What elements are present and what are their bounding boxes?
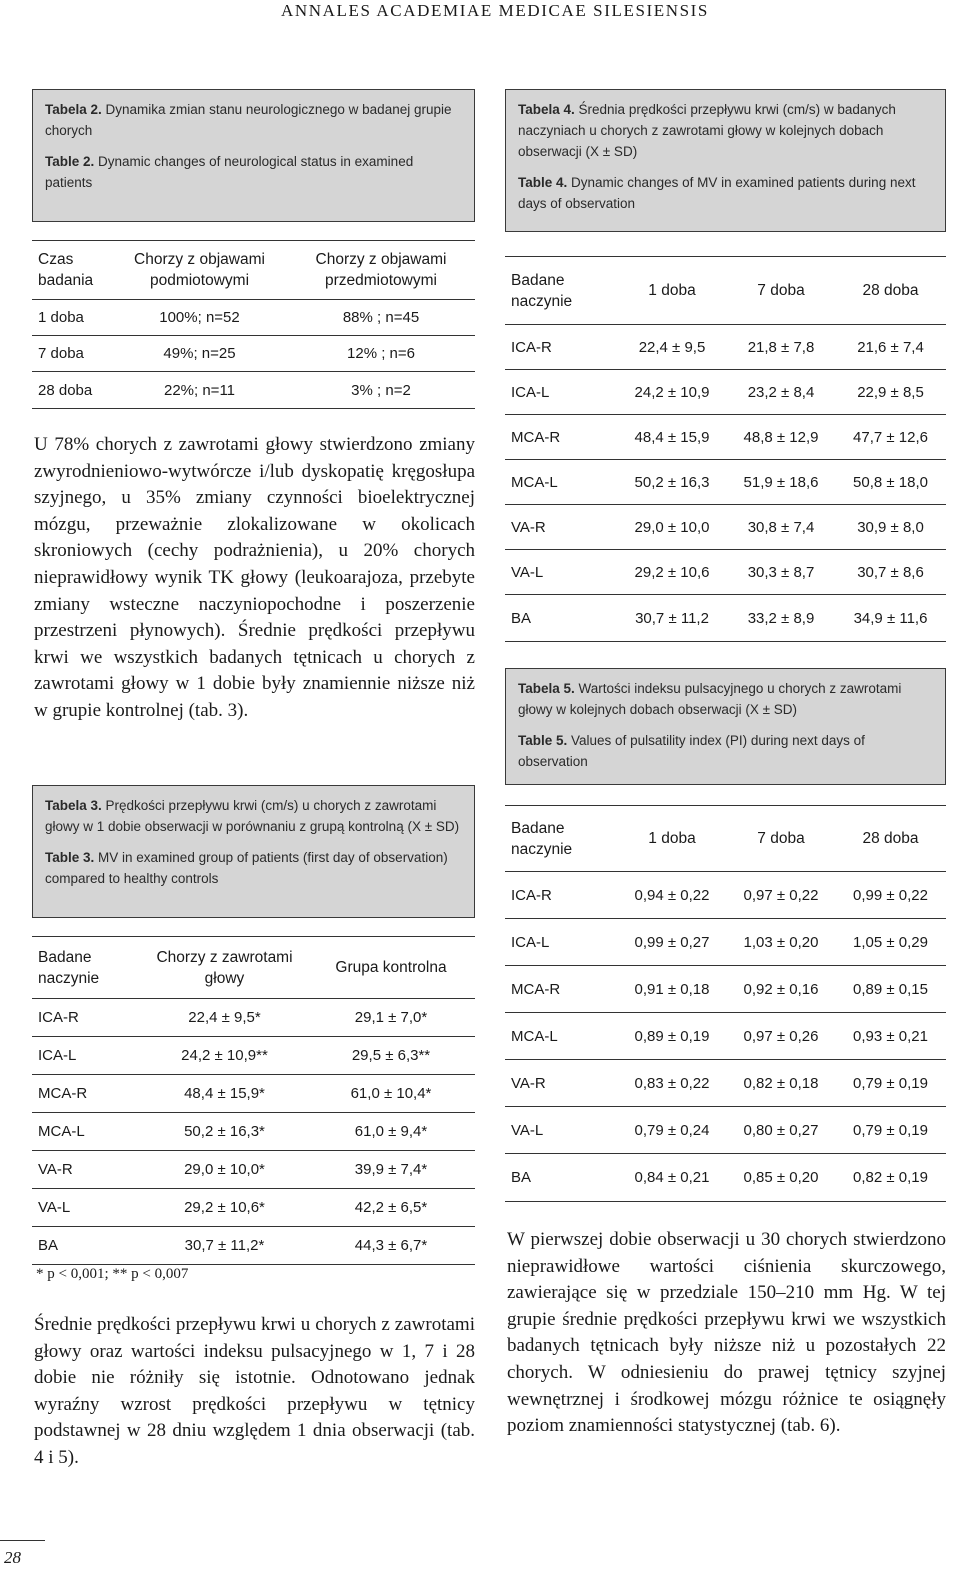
page-number-rule xyxy=(0,1540,45,1541)
table-cell: ICA-R xyxy=(511,338,552,356)
table-cell: 28 doba xyxy=(38,381,93,399)
column-header: Badane naczynie xyxy=(511,271,573,310)
table-cell: 29,2 ± 10,6* xyxy=(184,1199,265,1216)
column-header: Chorzy z zawrotami głowy xyxy=(156,948,293,987)
table-row xyxy=(32,1189,475,1227)
table-row xyxy=(505,415,946,460)
table-cell: 51,9 ± 18,6 xyxy=(743,473,819,491)
table-cell: 30,3 ± 8,7 xyxy=(747,563,815,581)
table4-caption-en xyxy=(518,172,935,214)
table5-caption-pl xyxy=(518,678,935,720)
table-cell: 39,9 ± 7,4* xyxy=(354,1161,428,1178)
table-header-row xyxy=(32,241,475,300)
table4-caption-pl xyxy=(518,99,935,162)
table-cell: VA-R xyxy=(511,518,546,536)
table-header-row xyxy=(505,806,946,872)
table-cell: 0,93 ± 0,21 xyxy=(853,1027,928,1045)
body-paragraph-2: Średnie prędkości przepływu krwi u chorych z zawrotami głowy oraz wartości indeksu pulsacyjnego w 1, 7 i 28 dobie nie różniły się istotnie. Odnotowano jednak wyraźny wzrost prędkości przepływu w tętnicy podstawnej w 28 dniu względem 1 dnia obserwacji (tab. 4 i 5). xyxy=(34,1314,475,1468)
table-cell: 30,9 ± 8,0 xyxy=(857,518,924,536)
table-cell: MCA-L xyxy=(511,473,558,491)
table-header-row xyxy=(505,257,946,325)
table-cell: VA-L xyxy=(38,1199,71,1216)
table-cell: 50,2 ± 16,3 xyxy=(634,473,710,491)
page-number: 28 xyxy=(4,1548,21,1567)
table-cell: 0,94 ± 0,22 xyxy=(634,886,710,904)
table-cell: MCA-L xyxy=(38,1123,85,1140)
table-cell: MCA-R xyxy=(511,980,561,998)
table-row xyxy=(32,1075,475,1113)
table-cell: ICA-L xyxy=(511,383,550,401)
caption-label: Tabela 5. xyxy=(518,681,575,696)
table-cell: 0,92 ± 0,16 xyxy=(743,980,819,998)
caption-label: Table 3. xyxy=(45,850,95,865)
table-cell: ICA-L xyxy=(511,933,550,951)
table-cell: 100%; n=52 xyxy=(159,309,240,326)
table-cell: 1,03 ± 0,20 xyxy=(743,933,819,951)
table5 xyxy=(505,805,946,1202)
column-header: Chorzy z objawami podmiotowymi xyxy=(134,251,265,289)
table-cell: 47,7 ± 12,6 xyxy=(853,428,928,446)
column-header: Chorzy z objawami przedmiotowymi xyxy=(315,251,447,289)
caption-text: Dynamic changes of MV in examined patients during next days of observation xyxy=(518,175,916,211)
table-cell: 22,4 ± 9,5* xyxy=(188,1009,261,1026)
table-cell: 22%; n=11 xyxy=(163,381,236,399)
caption-text: Prędkości przepływu krwi (cm/s) u chorych z zawrotami głowy w 1 dobie obserwacji w porównaniu z grupą kontrolną (X ± SD) xyxy=(45,798,460,834)
column-header: Grupa kontrolna xyxy=(335,959,447,976)
table-row xyxy=(32,1227,475,1265)
column-header: 1 doba xyxy=(648,282,696,299)
table4 xyxy=(505,256,946,642)
table-cell: 0,83 ± 0,22 xyxy=(634,1074,710,1092)
table2 xyxy=(32,240,475,409)
table-row xyxy=(505,919,946,966)
table-cell: 30,8 ± 7,4 xyxy=(747,518,815,536)
body-paragraph-3: W pierwszej dobie obserwacji u 30 chorych stwierdzono nieprawidłowe wartości ciśnienia skurczowego, zawierające się w przedziale 150–210 mm Hg. W tej grupie średnie prędkości przepływu krwi we wszystkich badanych tętnicach były niższe niż u pozostałych 22 chorych. W odniesieniu do prawej tętnicy szyjnej wewnętrznej i środkowej mózgu różnice te osiągnęły poziom znamienności statystycznej (tab. 6). xyxy=(507,1229,946,1437)
table-row xyxy=(32,1037,475,1075)
table-header-row xyxy=(32,937,475,999)
table-cell: 48,4 ± 15,9 xyxy=(634,428,710,446)
table-cell: 0,79 ± 0,24 xyxy=(634,1121,710,1139)
column-header: 1 doba xyxy=(648,830,696,847)
table-row xyxy=(505,1060,946,1107)
caption-label: Table 4. xyxy=(518,175,568,190)
table-cell: BA xyxy=(38,1237,59,1254)
table-cell: 0,79 ± 0,19 xyxy=(853,1074,928,1092)
table-cell: 0,91 ± 0,18 xyxy=(634,980,710,998)
table-cell: 0,85 ± 0,20 xyxy=(743,1169,819,1186)
column-header: Badane naczynie xyxy=(38,948,100,987)
table-cell: 88% ; n=45 xyxy=(342,309,420,326)
table-cell: ICA-R xyxy=(38,1009,79,1026)
table-cell: 48,8 ± 12,9 xyxy=(743,428,819,446)
table-row xyxy=(32,1151,475,1189)
table-cell: 1,05 ± 0,29 xyxy=(853,933,928,951)
table-cell: 12% ; n=6 xyxy=(347,345,415,362)
table5-caption-en xyxy=(518,730,935,772)
table-cell: BA xyxy=(511,609,532,627)
table-cell: 29,1 ± 7,0* xyxy=(354,1009,428,1026)
table-row xyxy=(505,595,946,642)
table-cell: VA-R xyxy=(511,1074,546,1092)
table-row xyxy=(32,300,475,336)
caption-label: Tabela 3. xyxy=(45,798,102,813)
table-cell: 22,4 ± 9,5 xyxy=(638,338,706,356)
table-row xyxy=(505,872,946,919)
table-cell: 24,2 ± 10,9** xyxy=(181,1047,268,1064)
table-cell: VA-L xyxy=(511,563,544,581)
table-cell: 7 doba xyxy=(38,345,84,362)
table-cell: 0,89 ± 0,15 xyxy=(853,980,928,998)
column-header: Czas badania xyxy=(38,251,94,289)
column-header: 7 doba xyxy=(757,830,805,847)
caption-text: Wartości indeksu pulsacyjnego u chorych z zawrotami głowy w kolejnych dobach obserwacji (X ± SD) xyxy=(518,681,902,717)
table-row xyxy=(505,966,946,1013)
table-row xyxy=(32,1113,475,1151)
table-cell: 48,4 ± 15,9* xyxy=(184,1085,265,1102)
caption-label: Tabela 2. xyxy=(45,102,102,117)
table-cell: 0,84 ± 0,21 xyxy=(634,1169,710,1186)
table-cell: 0,82 ± 0,19 xyxy=(853,1169,928,1186)
table-row xyxy=(505,550,946,595)
table-cell: 21,6 ± 7,4 xyxy=(857,338,924,356)
table-cell: 0,89 ± 0,19 xyxy=(634,1027,710,1045)
table-cell: MCA-R xyxy=(511,428,561,446)
caption-label: Table 2. xyxy=(45,154,95,169)
table-cell: 34,9 ± 11,6 xyxy=(853,609,928,627)
table-cell: 29,2 ± 10,6 xyxy=(634,563,710,581)
table-row xyxy=(505,1013,946,1060)
table-cell: 33,2 ± 8,9 xyxy=(747,609,815,627)
caption-text: Średnia prędkości przepływu krwi (cm/s) w badanych naczyniach u chorych z zawrotami głowy w kolejnych dobach obserwacji (X ± SD) xyxy=(518,102,896,159)
table-row xyxy=(32,999,475,1037)
caption-label: Tabela 4. xyxy=(518,102,575,117)
caption-text: Dynamic changes of neurological status in examined patients xyxy=(45,154,414,190)
caption-text: Dynamika zmian stanu neurologicznego w badanej grupie chorych xyxy=(45,102,452,138)
table2-caption-pl xyxy=(45,99,464,141)
caption-text: Values of pulsatility index (PI) during next days of observation xyxy=(518,733,865,769)
table-row xyxy=(505,325,946,370)
caption-label: Table 5. xyxy=(518,733,568,748)
table-cell: 23,2 ± 8,4 xyxy=(747,383,815,401)
table-cell: 50,2 ± 16,3* xyxy=(184,1123,265,1140)
table-cell: 0,97 ± 0,22 xyxy=(743,886,819,904)
table-cell: ICA-L xyxy=(38,1047,77,1064)
table-cell: 30,7 ± 11,2* xyxy=(184,1237,265,1254)
column-header: 7 doba xyxy=(757,282,805,299)
table-row xyxy=(505,1107,946,1154)
table-cell: 30,7 ± 8,6 xyxy=(857,563,924,581)
table-cell: 24,2 ± 10,9 xyxy=(634,383,710,401)
column-header: Badane naczynie xyxy=(511,819,573,858)
table-cell: 0,82 ± 0,18 xyxy=(743,1074,819,1092)
table-cell: 61,0 ± 9,4* xyxy=(354,1123,428,1140)
table-row xyxy=(32,372,475,409)
table-cell: 0,99 ± 0,22 xyxy=(853,886,928,904)
table-cell: 21,8 ± 7,8 xyxy=(747,338,815,356)
table-row xyxy=(505,1154,946,1202)
table2-caption-en xyxy=(45,151,464,193)
table-cell: 0,79 ± 0,19 xyxy=(853,1121,928,1139)
table-cell: 29,0 ± 10,0* xyxy=(184,1161,265,1178)
table-cell: 50,8 ± 18,0 xyxy=(853,473,928,491)
table-row xyxy=(505,370,946,415)
table-cell: 44,3 ± 6,7* xyxy=(354,1237,428,1254)
table-cell: VA-R xyxy=(38,1161,73,1178)
table-cell: BA xyxy=(511,1169,532,1186)
table-cell: 61,0 ± 10,4* xyxy=(350,1085,432,1102)
table-cell: 49%; n=25 xyxy=(163,345,236,362)
table4-caption xyxy=(505,89,946,232)
journal-header: ANNALES ACADEMIAE MEDICAE SILESIENSIS xyxy=(280,1,709,20)
table-row xyxy=(505,505,946,550)
table3-caption xyxy=(32,785,475,918)
table3-caption-en xyxy=(45,847,464,889)
caption-text: MV in examined group of patients (first day of observation) compared to healthy controls xyxy=(45,850,448,886)
table-cell: 22,9 ± 8,5 xyxy=(857,383,924,401)
table-row xyxy=(505,460,946,505)
table-cell: MCA-L xyxy=(511,1027,558,1045)
table-cell: 42,2 ± 6,5* xyxy=(354,1199,428,1216)
column-header: 28 doba xyxy=(862,830,919,847)
table3-footnote: * p < 0,001; ** p < 0,007 xyxy=(36,1266,189,1282)
table-cell: MCA-R xyxy=(38,1085,88,1102)
table-cell: VA-L xyxy=(511,1121,544,1139)
table-cell: 29,0 ± 10,0 xyxy=(634,518,710,536)
table3-caption-pl xyxy=(45,795,464,837)
table-cell: 0,99 ± 0,27 xyxy=(634,933,710,951)
table-cell: ICA-R xyxy=(511,886,552,904)
table-row xyxy=(32,336,475,372)
column-header: 28 doba xyxy=(862,282,919,299)
body-paragraph-1: U 78% chorych z zawrotami głowy stwierdzono zmiany zwyrodnieniowo-wytwórcze i/lub dyskopatię kręgosłupa szyjnego, u 35% zmiany czynności bioelektrycznej mózgu, przeważnie zlokalizowane w okolicach skroniowych (cechy podrażnienia), u 20% chorych nieprawidłowy wynik TK głowy (leukoarajoza, przebyte zmiany wsteczne naczyniopochodne i poszerzenie przestrzeni płynowych). Średnie prędkości przepływu krwi we wszystkich badanych tętnicach u chorych z zawrotami głowy w 1 dobie były znamiennie niższe niż w grupie kontrolnej (tab. 3). xyxy=(34,434,475,721)
table-cell: 3% ; n=2 xyxy=(351,381,411,399)
table5-caption xyxy=(505,668,946,785)
table2-caption xyxy=(32,89,475,222)
table-cell: 29,5 ± 6,3** xyxy=(351,1047,431,1064)
table-cell: 30,7 ± 11,2 xyxy=(635,609,709,627)
table-cell: 0,80 ± 0,27 xyxy=(743,1121,819,1139)
table-cell: 0,97 ± 0,26 xyxy=(743,1027,819,1045)
table3 xyxy=(32,936,475,1265)
table-cell: 1 doba xyxy=(38,309,84,326)
